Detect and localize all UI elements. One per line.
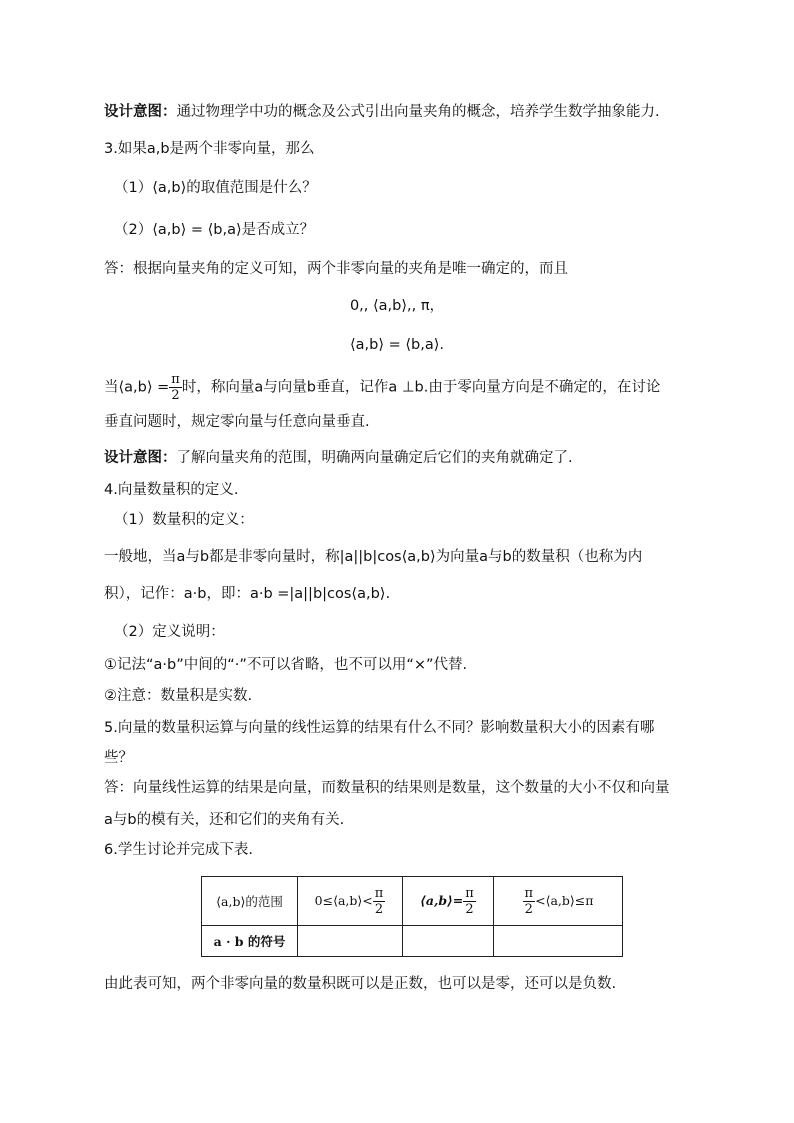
design-intent-text: 通过物理学中功的概念及公式引出向量夹角的概念，培养学生数学抽象能力. [176, 104, 660, 120]
table-cell-acute [298, 877, 403, 926]
perp-pre: 当⟨a,b⟩ = [104, 379, 170, 396]
perpendicular-definition-cont: 垂直问题时，规定零向量与任意向量垂直. [104, 414, 370, 430]
dot-product-notation: 积），记作：a·b，即：a·b =|a||b|cos⟨a,b⟩. [104, 586, 391, 602]
note-1: ①记法“a·b”中间的“·”不可以省略，也不可以用“×”代替. [104, 657, 468, 673]
design-intent-label: 设计意图： [104, 104, 177, 120]
perp-post: 时，称向量a与向量b垂直，记作a ⊥b.由于零向量方向是不确定的，在讨论 [181, 379, 661, 396]
formula-range: 0,, ⟨a,b⟩,, π， [349, 298, 445, 314]
note-2: ②注意：数量积是实数. [104, 688, 253, 704]
cell-pre: 0≤⟨a,b⟩< [314, 892, 373, 908]
answer-5-cont: a与b的模有关，还和它们的夹角有关. [104, 812, 345, 828]
pi-over-2-fraction [373, 886, 386, 917]
table-header-sign: a · b 的符号 [202, 926, 298, 957]
table-cell-empty [403, 926, 494, 957]
design-intent-text: 了解向量夹角的范围，明确两向量确定后它们的夹角就确定了. [176, 450, 573, 466]
fraction-numerator: π [171, 372, 180, 387]
table-cell-empty [494, 926, 623, 957]
pi-over-2-fraction [169, 372, 182, 403]
answer-5: 答：向量线性运算的结果是向量，而数量积的结果则是数量，这个数量的大小不仅和向量 [104, 780, 670, 796]
fraction-numerator: π [465, 885, 474, 901]
section-4-part-2: （2）定义说明： [114, 624, 225, 640]
dot-product-definition: 一般地，当a与b都是非零向量时，称|a||b|cos⟨a,b⟩为向量a与b的数量积（也称为内 [104, 549, 643, 565]
question-3-part-2: （2）⟨a,b⟩ = ⟨b,a⟩是否成立？ [114, 222, 315, 238]
design-intent-2 [104, 448, 573, 468]
fraction-denominator: 2 [465, 901, 474, 917]
design-intent-label: 设计意图： [104, 450, 177, 466]
pi-over-2-fraction [463, 886, 476, 917]
table-cell-empty [298, 926, 403, 957]
design-intent-1 [104, 102, 660, 122]
cell-pre: ⟨a,b⟩= [420, 892, 464, 908]
fraction-denominator: 2 [374, 901, 384, 917]
formula-symmetry: ⟨a,b⟩ = ⟨b,a⟩. [349, 337, 444, 353]
table-header-range: ⟨a,b⟩的范围 [202, 877, 298, 926]
question-3: 3.如果a,b是两个非零向量，那么 [104, 141, 315, 157]
section-4-heading: 4.向量数量积的定义. [104, 482, 239, 498]
fraction-denominator: 2 [524, 901, 533, 917]
cell-post: <⟨a,b⟩≤π [535, 892, 594, 908]
table-row [202, 877, 623, 926]
table-row [202, 926, 623, 957]
perpendicular-definition [104, 372, 660, 403]
fraction-numerator: π [374, 885, 384, 901]
answer-3: 答：根据向量夹角的定义可知，两个非零向量的夹角是唯一确定的，而且 [104, 261, 568, 277]
fraction-numerator: π [524, 885, 534, 901]
question-5: 5.向量的数量积运算与向量的线性运算的结果有什么不同？影响数量积大小的因素有哪 [104, 720, 655, 736]
pi-over-2-fraction [523, 886, 536, 917]
table-cell-obtuse [494, 877, 623, 926]
conclusion: 由此表可知，两个非零向量的数量积既可以是正数，也可以是零，还可以是负数. [104, 976, 617, 992]
fraction-denominator: 2 [171, 388, 180, 403]
table-cell-right [403, 877, 494, 926]
question-3-part-1: （1）⟨a,b⟩的取值范围是什么？ [114, 180, 317, 196]
section-4-part-1: （1）数量积的定义： [114, 512, 254, 528]
question-5-cont: 些？ [104, 750, 133, 766]
section-6-heading: 6.学生讨论并完成下表. [104, 842, 253, 858]
sign-table [201, 876, 623, 957]
